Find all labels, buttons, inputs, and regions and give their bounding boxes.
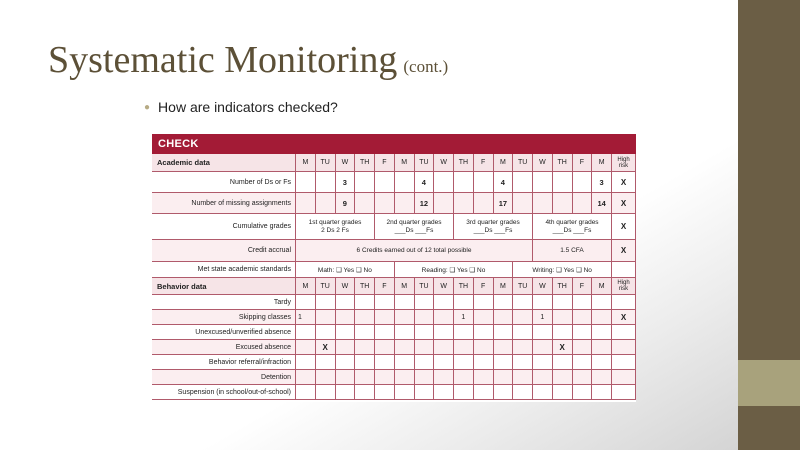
empty-cell [415,310,435,325]
empty-cell [355,193,375,214]
empty-cell [415,325,435,340]
row-label: Behavior referral/infraction [152,355,296,370]
empty-cell [336,310,356,325]
empty-cell [395,385,415,400]
empty-cell [296,355,316,370]
empty-cell [513,310,533,325]
empty-cell [533,340,553,355]
day-header: M [395,154,415,172]
row-label: Tardy [152,295,296,310]
empty-cell [612,325,636,340]
empty-cell [612,340,636,355]
quarter-grades-cell [454,214,533,240]
empty-cell [395,355,415,370]
empty-cell [375,340,395,355]
empty-cell [434,340,454,355]
empty-cell [434,385,454,400]
day-header: F [375,278,395,295]
empty-cell [474,340,494,355]
empty-cell [355,295,375,310]
high-risk-header: High risk [612,154,636,172]
empty-cell [336,340,356,355]
row-label: Detention [152,370,296,385]
day-header: M [494,154,514,172]
day-header: F [573,278,593,295]
day-header: M [296,278,316,295]
empty-cell [553,295,573,310]
empty-cell [533,370,553,385]
empty-cell [434,193,454,214]
empty-cell [415,385,435,400]
empty-cell [415,355,435,370]
empty-cell [573,355,593,370]
empty-cell [316,295,336,310]
empty-cell [395,370,415,385]
day-header: W [434,278,454,295]
empty-cell [336,385,356,400]
day-header: F [474,154,494,172]
empty-cell [355,340,375,355]
empty-cell [494,310,514,325]
empty-cell [573,310,593,325]
empty-cell [336,370,356,385]
quarter-label: 4th quarter grades [545,218,599,226]
empty-cell [336,295,356,310]
empty-cell [336,325,356,340]
empty-cell [513,193,533,214]
quarter-value: ___Ds ___Fs [552,226,592,234]
behavior-section-label: Behavior data [152,278,296,295]
empty-cell [474,370,494,385]
row-label: Number of Ds or Fs [152,172,296,193]
empty-cell [375,370,395,385]
standards-math: Math: ❑ Yes ❑ No [296,262,395,278]
empty-cell [513,385,533,400]
empty-cell [592,295,612,310]
day-header: F [375,154,395,172]
day-header: TU [316,154,336,172]
empty-cell [592,310,612,325]
empty-cell [375,385,395,400]
day-header: M [395,278,415,295]
empty-cell [316,172,336,193]
empty-cell [612,385,636,400]
row-label: Unexcused/unverified absence [152,325,296,340]
empty-cell [395,172,415,193]
empty-cell [494,385,514,400]
empty-cell [592,355,612,370]
empty-cell [573,193,593,214]
quarter-grades-cell [375,214,454,240]
row-label: Met state academic standards [152,262,296,278]
empty-cell [612,370,636,385]
day-header: TU [415,154,435,172]
empty-cell [296,340,316,355]
empty-cell [533,193,553,214]
empty-cell [533,385,553,400]
empty-cell [434,310,454,325]
day-header: TU [316,278,336,295]
empty-cell [573,340,593,355]
empty-cell [454,355,474,370]
bullet-text: How are indicators checked? [158,99,338,115]
empty-cell [474,385,494,400]
quarter-label: 2nd quarter grades [386,218,442,226]
empty-cell [355,172,375,193]
empty-cell [513,295,533,310]
empty-cell [553,310,573,325]
empty-cell [296,385,316,400]
empty-cell [434,172,454,193]
empty-cell [434,370,454,385]
empty-cell [553,385,573,400]
empty-cell [316,370,336,385]
empty-cell [612,295,636,310]
empty-cell [395,295,415,310]
empty-cell [355,385,375,400]
empty-cell [513,325,533,340]
ds-fs-value: 4 [415,172,435,193]
empty-cell [513,172,533,193]
empty-cell [434,325,454,340]
day-header: M [592,278,612,295]
standards-writing: Writing: ❑ Yes ❑ No [513,262,612,278]
empty-cell [355,355,375,370]
empty-cell [395,325,415,340]
skipping-mark: 1 [454,310,474,325]
day-header: M [494,278,514,295]
day-header: TH [355,278,375,295]
empty-cell [612,355,636,370]
quarter-grades-cell [296,214,375,240]
day-header: M [296,154,316,172]
empty-cell [454,370,474,385]
bullet-item [144,99,338,115]
empty-cell [533,355,553,370]
missing-value: 14 [592,193,612,214]
day-header: TU [513,278,533,295]
high-risk-mark: X [612,193,636,214]
missing-value: 12 [415,193,435,214]
empty-cell [454,172,474,193]
check-form [152,134,636,402]
high-risk-header: High risk [612,278,636,295]
day-header: W [336,154,356,172]
empty-cell [474,172,494,193]
day-header: TH [454,278,474,295]
empty-cell [533,325,553,340]
empty-cell [415,340,435,355]
empty-cell [592,325,612,340]
empty-cell [375,325,395,340]
day-header: W [434,154,454,172]
empty-cell [553,355,573,370]
empty-cell [415,370,435,385]
empty-cell [375,193,395,214]
excused-mark: X [316,340,336,355]
skipping-mark: 1 [296,310,316,325]
empty-cell [316,325,336,340]
empty-cell [454,340,474,355]
day-header: F [474,278,494,295]
empty-cell [316,193,336,214]
empty-cell [296,325,316,340]
slide-title [48,38,448,82]
quarter-label: 3rd quarter grades [466,218,520,226]
sidebar-accent [738,360,800,406]
slide-title-suffix: (cont.) [403,57,449,76]
empty-cell [474,310,494,325]
empty-cell [494,370,514,385]
empty-cell [454,385,474,400]
day-header: TU [415,278,435,295]
empty-cell [494,295,514,310]
empty-cell [316,310,336,325]
empty-cell [553,370,573,385]
row-label: Number of missing assignments [152,193,296,214]
empty-cell [513,370,533,385]
empty-cell [375,172,395,193]
credit-cfa: 1.5 CFA [533,240,612,262]
high-risk-mark: X [612,214,636,240]
empty-cell [553,325,573,340]
empty-cell [573,370,593,385]
empty-cell [474,355,494,370]
empty-cell [573,325,593,340]
empty-cell [415,295,435,310]
day-header: M [592,154,612,172]
empty-cell [355,310,375,325]
day-header: W [336,278,356,295]
empty-cell [395,310,415,325]
day-header: TH [553,154,573,172]
empty-cell [573,385,593,400]
high-risk-mark: X [612,310,636,325]
check-grid [152,154,636,400]
missing-value: 17 [494,193,514,214]
empty-cell [454,325,474,340]
empty-cell [336,355,356,370]
empty-cell [553,172,573,193]
empty-cell [592,370,612,385]
empty-cell [494,355,514,370]
slide-title-text: Systematic Monitoring [48,39,398,81]
standards-reading: Reading: ❑ Yes ❑ No [395,262,514,278]
empty-cell [296,370,316,385]
empty-cell [454,193,474,214]
row-label: Cumulative grades [152,214,296,240]
empty-cell [573,172,593,193]
empty-cell [316,355,336,370]
empty-cell [474,295,494,310]
empty-cell [553,193,573,214]
row-label: Suspension (in school/out-of-school) [152,385,296,400]
empty-cell [375,295,395,310]
high-risk-mark: X [612,240,636,262]
quarter-grades-cell [533,214,612,240]
quarter-value: 2 Ds 2 Fs [321,226,349,234]
empty-cell [375,355,395,370]
empty-cell [296,295,316,310]
quarter-value: ___Ds ___Fs [394,226,434,234]
empty-cell [592,340,612,355]
empty-cell [395,193,415,214]
bullet-dot-icon: ● [144,102,151,113]
quarter-label: 1st quarter grades [308,218,362,226]
quarter-value: ___Ds ___Fs [473,226,513,234]
row-label: Skipping classes [152,310,296,325]
row-label: Credit accrual [152,240,296,262]
empty-cell [474,325,494,340]
credit-text: 6 Credits earned out of 12 total possible [296,240,533,262]
day-header: W [533,154,553,172]
empty-cell [612,262,636,278]
row-label: Excused absence [152,340,296,355]
day-header: TU [513,154,533,172]
empty-cell [513,355,533,370]
empty-cell [375,310,395,325]
missing-value: 9 [336,193,356,214]
empty-cell [573,295,593,310]
academic-section-label: Academic data [152,154,296,172]
ds-fs-value: 4 [494,172,514,193]
empty-cell [355,370,375,385]
empty-cell [454,295,474,310]
day-header: TH [355,154,375,172]
empty-cell [355,325,375,340]
empty-cell [296,193,316,214]
empty-cell [395,340,415,355]
empty-cell [494,340,514,355]
empty-cell [533,295,553,310]
day-header: TH [454,154,474,172]
day-header: TH [553,278,573,295]
skipping-mark: 1 [533,310,553,325]
empty-cell [533,172,553,193]
empty-cell [434,295,454,310]
check-heading: CHECK [152,134,636,154]
empty-cell [296,172,316,193]
empty-cell [513,340,533,355]
empty-cell [316,385,336,400]
day-header: W [533,278,553,295]
high-risk-mark: X [612,172,636,193]
empty-cell [592,385,612,400]
empty-cell [434,355,454,370]
day-header: F [573,154,593,172]
ds-fs-value: 3 [336,172,356,193]
empty-cell [494,325,514,340]
empty-cell [474,193,494,214]
excused-mark: X [553,340,573,355]
ds-fs-value: 3 [592,172,612,193]
